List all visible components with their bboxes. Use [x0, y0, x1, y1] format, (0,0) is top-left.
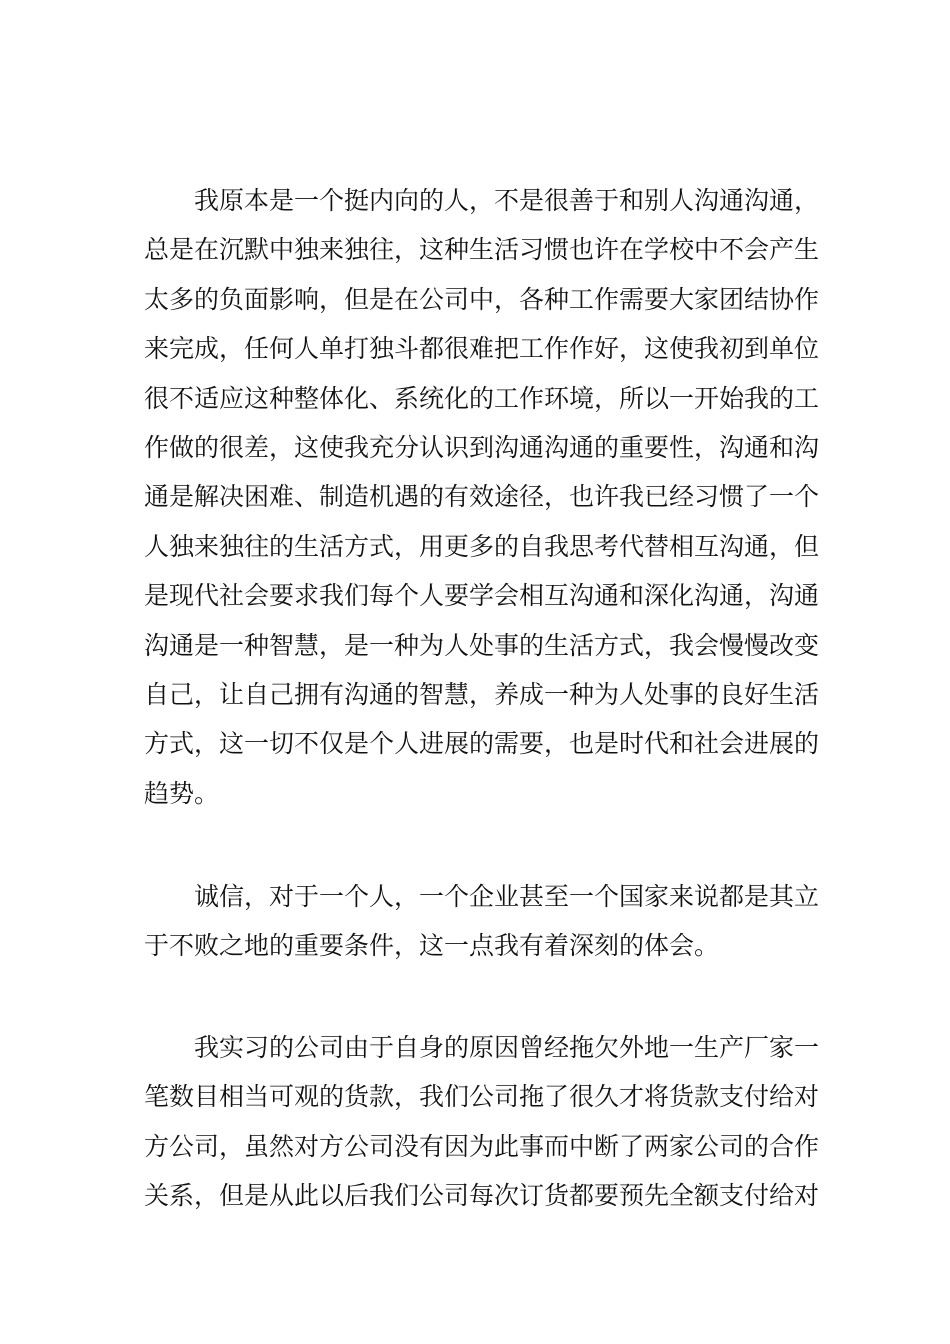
paragraph-line: 人独来独往的生活方式，用更多的自我思考代替相互沟通，但: [144, 531, 820, 561]
paragraph-line: 我实习的公司由于自身的原因曾经拖欠外地一生产厂家一: [144, 1033, 820, 1062]
paragraph-line: 方公司，虽然对方公司没有因为此事而中断了两家公司的合作: [144, 1131, 820, 1161]
paragraph-communication: [144, 176, 820, 818]
paragraph-line: 是现代社会要求我们每个人要学会相互沟通和深化沟通，沟通: [144, 581, 820, 611]
paragraph-internship: [144, 1023, 820, 1221]
paragraph-line: 我原本是一个挺内向的人，不是很善于和别人沟通沟通，: [144, 186, 820, 215]
paragraph-line: 笔数目相当可观的货款，我们公司拖了很久才将货款支付给对: [144, 1082, 820, 1112]
paragraph-line: 通是解决困难、制造机遇的有效途径，也许我已经习惯了一个: [144, 482, 820, 512]
paragraph-line: 总是在沉默中独来独往，这种生活习惯也许在学校中不会产生: [144, 235, 820, 265]
paragraph-line: 关系，但是从此以后我们公司每次订货都要预先全额支付给对: [144, 1181, 820, 1211]
paragraph-line: 趋势。: [144, 778, 220, 808]
paragraph-line: 作做的很差，这使我充分认识到沟通沟通的重要性，沟通和沟: [144, 433, 820, 463]
paragraph-line: 于不败之地的重要条件，这一点我有着深刻的体会。: [144, 931, 720, 961]
paragraph-line: 方式，这一切不仅是个人进展的需要，也是时代和社会进展的: [144, 729, 820, 759]
paragraph-line: 很不适应这种整体化、系统化的工作环境，所以一开始我的工: [144, 383, 820, 413]
paragraph-line: 诚信，对于一个人，一个企业甚至一个国家来说都是其立: [144, 882, 820, 911]
paragraph-line: 太多的负面影响，但是在公司中，各种工作需要大家团结协作: [144, 284, 820, 314]
paragraph-line: 自己，让自己拥有沟通的智慧，养成一种为人处事的良好生活: [144, 680, 820, 710]
paragraph-integrity: [144, 872, 820, 971]
paragraph-line: 沟通是一种智慧，是一种为人处事的生活方式，我会慢慢改变: [144, 630, 820, 660]
paragraph-line: 来完成，任何人单打独斗都很难把工作作好，这使我初到单位: [144, 334, 820, 364]
